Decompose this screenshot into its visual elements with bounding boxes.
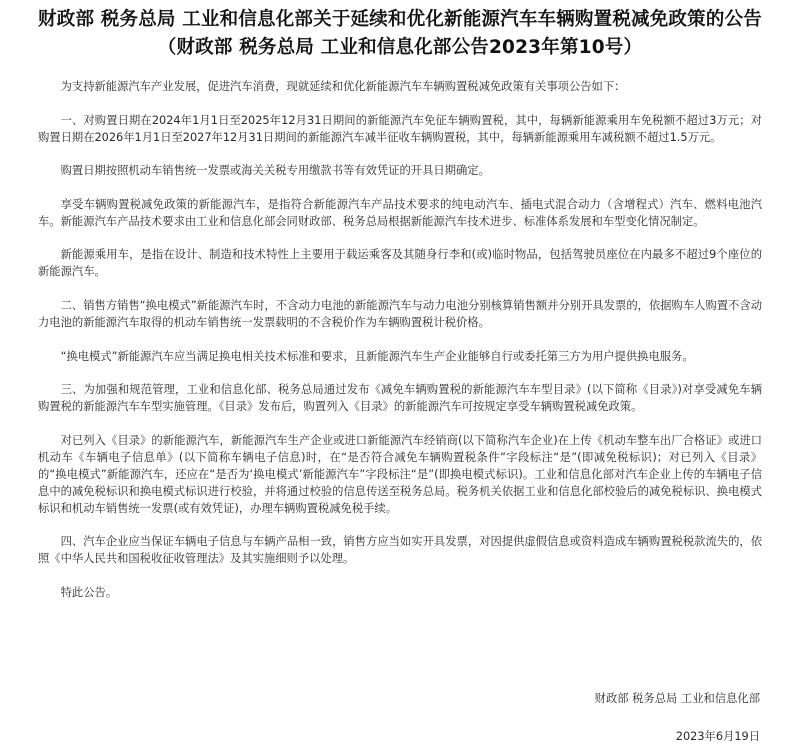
paragraph-intro: 为支持新能源汽车产业发展，促进汽车消费，现就延续和优化新能源汽车车辆购置税减免政策有关事项公告如下： [60, 80, 626, 93]
document-title: 财政部 税务总局 工业和信息化部关于延续和优化新能源汽车车辆购置税减免政策的公告（财政部 税务总局 工业和信息化部公告2023年第10号） [38, 9, 762, 58]
paragraph-purchase-date: 购置日期按照机动车销售统一发票或海关关税专用缴款书等有效凭证的开具日期确定。 [60, 164, 490, 178]
paragraph-closing: 特此公告。 [60, 585, 118, 599]
paragraph-battery-swap-requirements: “换电模式”新能源汽车应当满足换电相关技术标准和要求，且新能源汽车生产企业能够自行或委托第三方为用户提供换电服务。 [60, 349, 694, 363]
signature-block: 财政部 税务总局 工业和信息化部 [594, 692, 760, 705]
paragraph-section-4: 四、汽车企业应当保证车辆电子信息与车辆产品相一致，销售方应当如实开具发票，对因提供虚假信息或资料造成车辆购置税税款流失的，依照《中华人民共和国税收征收管理法》及其实施细则予以处理。 [38, 535, 762, 566]
paragraph-section-3: 三、为加强和规范管理，工业和信息化部、税务总局通过发布《减免车辆购置税的新能源汽车车型目录》(以下简称《目录》)对享受减免车辆购置税的新能源汽车车型实施管理。《目录》发布后，购置列入《目录》的新能源汽车可按规定享受车辆购置税减免政策。 [38, 383, 762, 414]
paragraph-section-2: 二、销售方销售“换电模式”新能源汽车时，不含动力电池的新能源汽车与动力电池分别核算销售额并分别开具发票的，依据购车人购置不含动力电池的新能源汽车取得的机动车销售统一发票载明的不含税价作为车辆购置税计税价格。 [38, 298, 762, 329]
document-date: 2023年6月19日 [675, 730, 760, 743]
paragraph-eligible-vehicles: 享受车辆购置税减免政策的新能源汽车，是指符合新能源汽车产品技术要求的纯电动汽车、插电式混合动力（含增程式）汽车、燃料电池汽车。新能源汽车产品技术要求由工业和信息化部会同财政部、税务总局根据新能源汽车技术进步、标准体系发展和车型变化情况制定。 [38, 197, 762, 228]
paragraph-catalog-labeling: 对已列入《目录》的新能源汽车，新能源汽车生产企业或进口新能源汽车经销商(以下简称汽车企业)在上传《机动车整车出厂合格证》或进口机动车《车辆电子信息单》(以下简称车辆电子信息)时，在“是否符合减免车辆购置税条件”字段标注“是”(即减免税标识)；对已列入《目录》的“换电模式”新能源汽车，还应在“是否为‘换电模式’新能源汽车”字段标注“是”(即换电模式标识)。工业和信息化部对汽车企业上传的车辆电子信息中的减免税标识和换电模式标识进行校验，并将通过校验的信息传送至税务总局。税务机关依据工业和信息化部校验后的减免税标识、换电模式标识和机动车销售统一发票(或有效凭证)，办理车辆购置税减免税手续。 [38, 433, 762, 515]
paragraph-section-1: 一、对购置日期在2024年1月1日至2025年12月31日期间的新能源汽车免征车辆购置税，其中，每辆新能源乘用车免税额不超过3万元；对购置日期在2026年1月1日至2027年12月31日期间的新能源汽车减半征收车辆购置税，其中，每辆新能源乘用车减税额不超过1.5万元。 [38, 113, 762, 144]
paragraph-passenger-vehicle-definition: 新能源乘用车，是指在设计、制造和技术特性上主要用于载运乘客及其随身行李和(或)临时物品，包括驾驶员座位在内最多不超过9个座位的新能源汽车。 [38, 248, 762, 279]
